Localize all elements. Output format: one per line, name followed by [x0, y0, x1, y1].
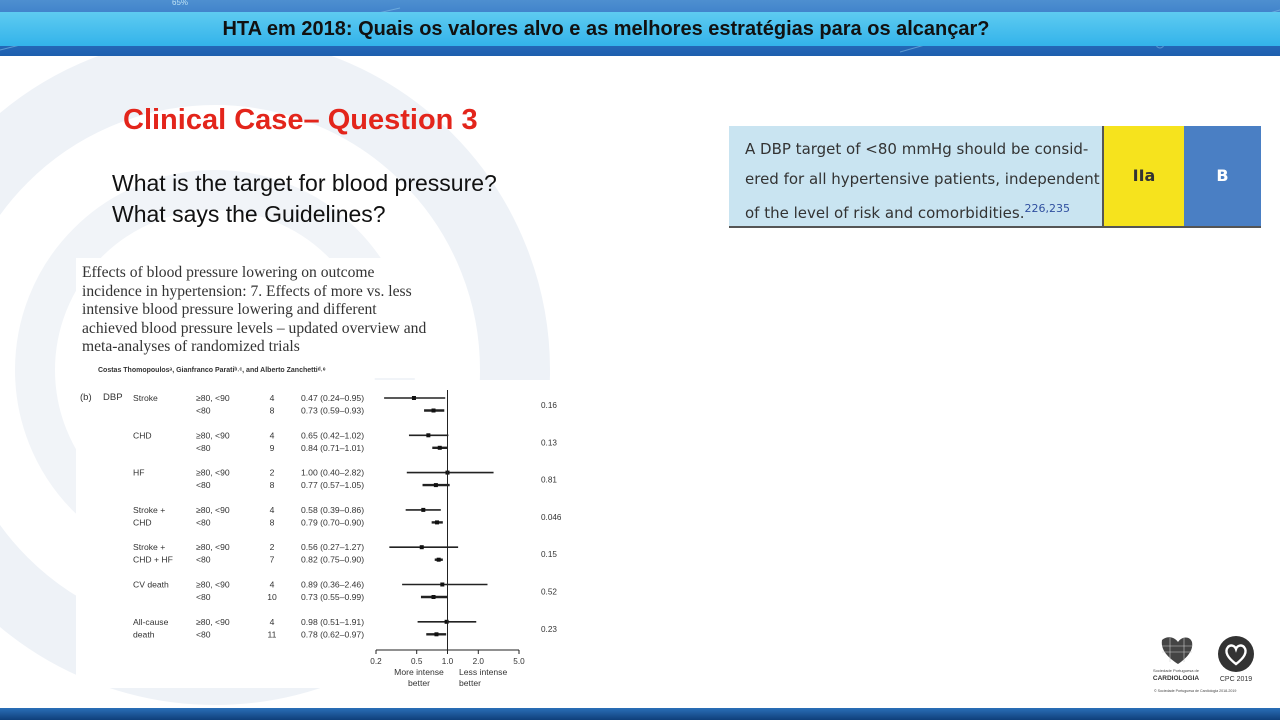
trials-count: 11: [267, 629, 277, 640]
spc-logo-icon: [1162, 637, 1192, 664]
ci-label: 0.78 (0.62–0.97): [301, 629, 365, 640]
recommendation-line-3-text: of the level of risk and comorbidities.: [745, 204, 1025, 222]
header-bar: [0, 0, 1280, 56]
question-line-2: What says the Guidelines?: [112, 201, 386, 227]
p-value: 0.046: [541, 512, 561, 522]
level-label: ≥80, <90: [196, 579, 230, 590]
ci-label: 0.89 (0.36–2.46): [301, 579, 365, 590]
outcome-label: CHD: [133, 517, 152, 528]
outcome-label: CHD: [133, 430, 152, 441]
paper-header: [76, 258, 438, 378]
recommendation-level: B: [1184, 126, 1261, 226]
level-label: <80: [196, 629, 211, 640]
level-label: <80: [196, 442, 211, 453]
x-tick-label: 0.2: [370, 657, 382, 666]
recommendation-line-1: A DBP target of <80 mmHg should be consid-: [745, 140, 1089, 158]
x-tick-label: 2.0: [472, 657, 484, 666]
footer-bar: [0, 708, 1280, 720]
x-tick-label: 5.0: [513, 657, 525, 666]
level-label: <80: [196, 517, 211, 528]
trials-count: 2: [269, 542, 275, 553]
trials-count: 8: [269, 480, 275, 491]
xlabel-left: better: [408, 678, 430, 688]
estimate-mark: [426, 433, 430, 437]
estimate-mark: [412, 396, 416, 400]
p-value: 0.52: [541, 587, 557, 597]
spc-logo-line-2: CARDIOLOGIA: [1152, 675, 1200, 682]
outcome-label: CHD + HF: [133, 554, 173, 565]
outcome-label: All-cause: [133, 616, 169, 627]
header-title: HTA em 2018: Quais os valores alvo e as melhores estratégias para os alcançar?: [222, 18, 990, 40]
estimate-mark: [432, 409, 436, 413]
trials-count: 4: [269, 393, 275, 403]
outcome-label: CV death: [133, 579, 169, 590]
p-value: 0.16: [541, 401, 557, 410]
xlabel-right: Less intense: [459, 667, 508, 677]
logos-copyright: © Sociedade Portuguesa de Cardiologia 2018-2019: [1154, 689, 1237, 693]
ci-label: 0.79 (0.70–0.90): [301, 517, 365, 528]
p-value: 0.13: [541, 438, 557, 448]
group-label: DBP: [103, 392, 123, 403]
estimate-mark: [434, 632, 438, 636]
trials-count: 7: [269, 554, 275, 565]
estimate-mark: [445, 620, 449, 624]
trials-count: 2: [269, 467, 275, 478]
trials-count: 4: [269, 430, 275, 441]
recommendation-line-2: ered for all hypertensive patients, independent: [745, 170, 1100, 188]
ci-label: 1.00 (0.40–2.82): [301, 467, 365, 478]
recommendation-box: [729, 126, 1261, 228]
estimate-mark: [435, 520, 439, 524]
trials-count: 4: [269, 504, 275, 515]
x-tick-label: 0.5: [411, 657, 423, 666]
outcome-label: HF: [133, 467, 145, 478]
ci-label: 0.58 (0.39–0.86): [301, 504, 365, 515]
ci-label: 0.73 (0.59–0.93): [301, 405, 365, 416]
level-label: <80: [196, 554, 211, 565]
outcome-label: Stroke +: [133, 504, 166, 515]
paper-title: Effects of blood pressure lowering on outcome incidence in hypertension: 7. Effects of more vs. less intensive blood pressure lowering and different achieved blood pressure levels – updated overview and meta-analyses of randomized trials: [82, 264, 427, 355]
p-value: 0.15: [541, 550, 557, 560]
estimate-mark: [440, 583, 444, 587]
cpc-logo-icon: [1218, 636, 1254, 672]
ci-label: 0.82 (0.75–0.90): [301, 554, 365, 565]
outcome-label: Stroke: [133, 393, 158, 403]
ci-label: 0.77 (0.57–1.05): [301, 480, 365, 491]
slide-title: Clinical Case– Question 3: [123, 104, 478, 136]
estimate-mark: [420, 545, 424, 549]
ci-label: 0.73 (0.55–0.99): [301, 592, 365, 602]
ci-label: 0.84 (0.71–1.01): [301, 442, 365, 453]
estimate-mark: [437, 558, 441, 562]
trials-count: 4: [269, 579, 275, 590]
estimate-mark: [432, 595, 436, 599]
question-line-1: What is the target for blood pressure?: [112, 170, 497, 196]
level-label: ≥80, <90: [196, 430, 230, 441]
level-label: <80: [196, 592, 211, 602]
outcome-label: Stroke +: [133, 542, 166, 553]
paper-authors: Costas Thomopoulosᵃ, Gianfranco Paratiᵇ˒ᶜ, and Alberto Zanchettiᵈ˒ᵉ: [98, 367, 326, 374]
ci-label: 0.65 (0.42–1.02): [301, 430, 365, 441]
panel-label: (b): [80, 392, 92, 403]
xlabel-left: More intense: [394, 667, 444, 677]
level-label: ≥80, <90: [196, 467, 230, 478]
xlabel-right: better: [459, 678, 481, 688]
estimate-mark: [421, 508, 425, 512]
level-label: <80: [196, 405, 211, 416]
spc-logo-line-1: Sociedade Portuguesa de: [1152, 668, 1200, 673]
x-tick-label: 1.0: [441, 657, 454, 666]
recommendation-text: [745, 134, 1105, 228]
logos-area: [1150, 634, 1270, 700]
ci-label: 0.56 (0.27–1.27): [301, 542, 365, 553]
p-value: 0.81: [541, 475, 557, 485]
trials-count: 4: [269, 616, 275, 627]
ci-label: 0.47 (0.24–0.95): [301, 393, 365, 403]
outcome-label: death: [133, 629, 155, 640]
forest-plot: [76, 380, 561, 688]
p-value: 0.23: [541, 624, 557, 634]
recommendation-line-3: [745, 194, 1105, 228]
level-label: ≥80, <90: [196, 393, 230, 403]
trials-count: 10: [267, 592, 277, 602]
level-label: ≥80, <90: [196, 542, 230, 553]
header-mini-text: 65%: [172, 0, 189, 7]
recommendation-class: IIa: [1102, 126, 1186, 226]
cpc-logo-text: CPC 2019: [1219, 676, 1253, 683]
level-label: ≥80, <90: [196, 504, 230, 515]
trials-count: 9: [269, 442, 275, 453]
trials-count: 8: [269, 405, 275, 416]
recommendation-refs: 226,235: [1024, 202, 1070, 215]
trials-count: 8: [269, 517, 275, 528]
estimate-mark: [434, 483, 438, 487]
ci-label: 0.98 (0.51–1.91): [301, 616, 365, 627]
level-label: ≥80, <90: [196, 616, 230, 627]
estimate-mark: [438, 446, 442, 450]
level-label: <80: [196, 480, 211, 491]
logos-svg: [1150, 634, 1270, 700]
forest-plot-svg: [76, 380, 561, 688]
